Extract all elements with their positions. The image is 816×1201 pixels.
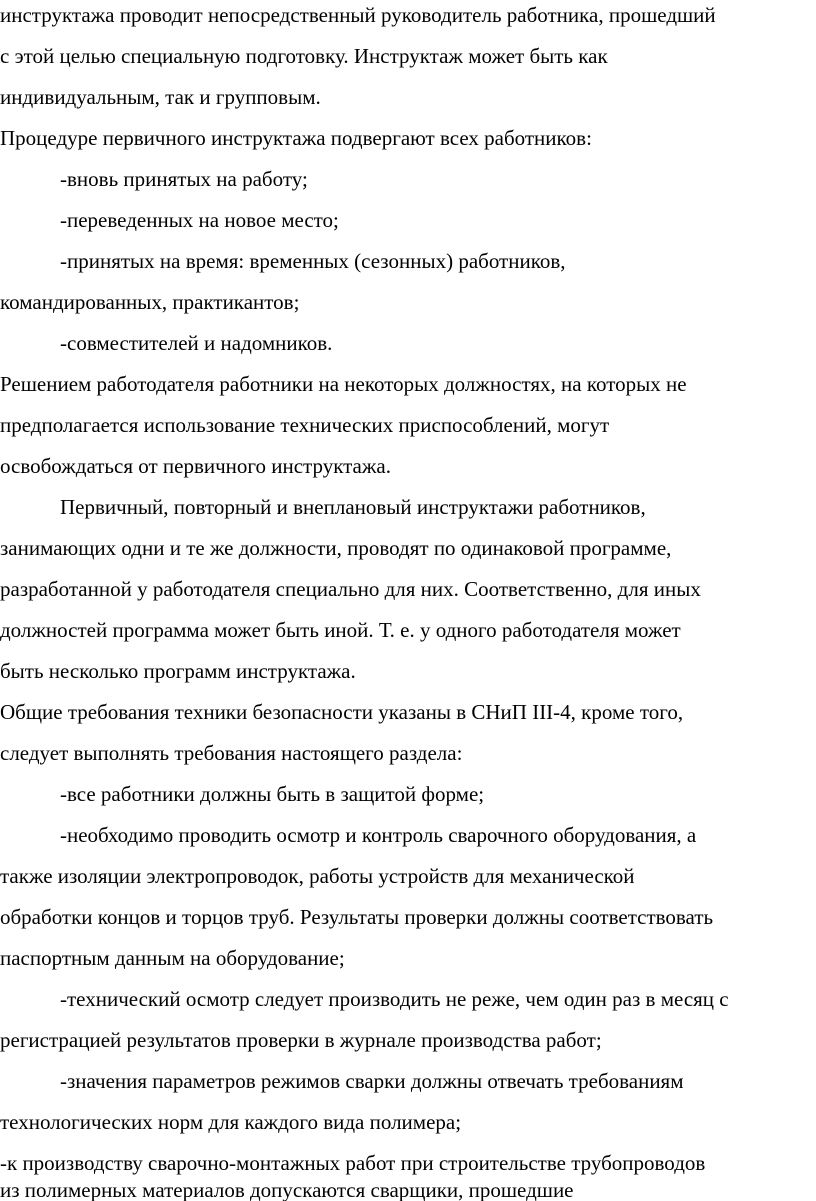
text-line: -принятых на время: временных (сезонных) работников, (60, 249, 566, 273)
text-line: -необходимо проводить осмотр и контроль сварочного оборудования, а (60, 823, 697, 847)
text-line: технологических норм для каждого вида полимера; (0, 1110, 462, 1134)
text-line: -к производству сварочно-монтажных работ при строительстве трубопроводов (0, 1151, 706, 1175)
text-line: с этой целью специальную подготовку. Инструктаж может быть как (0, 44, 608, 68)
text-line: из полимерных материалов допускаются сварщики, прошедшие (0, 1178, 574, 1201)
text-line: командированных, практикантов; (0, 290, 300, 314)
text-line: -все работники должны быть в защитой форме; (60, 782, 485, 806)
text-line: обработки концов и торцов труб. Результаты проверки должны соответствовать (0, 905, 714, 929)
text-line: Решением работодателя работники на некоторых должностях, на которых не (0, 372, 687, 396)
text-line: -значения параметров режимов сварки должны отвечать требованиям (60, 1069, 684, 1093)
text-line: инструктажа проводит непосредственный руководитель работника, прошедший (0, 3, 716, 27)
text-line: индивидуальным, так и групповым. (0, 85, 321, 109)
text-line: паспортным данным на оборудование; (0, 946, 345, 970)
text-line: регистрацией результатов проверки в журнале производства работ; (0, 1028, 602, 1052)
text-line: -технический осмотр следует производить не реже, чем один раз в месяц с (60, 987, 729, 1011)
text-line: предполагается использование технических приспособлений, могут (0, 413, 610, 437)
text-line: быть несколько программ инструктажа. (0, 659, 356, 683)
text-line: Общие требования техники безопасности указаны в СНиП III-4, кроме того, (0, 700, 684, 724)
text-line: следует выполнять требования настоящего раздела: (0, 741, 463, 765)
text-line: должностей программа может быть иной. Т. е. у одного работодателя может (0, 618, 681, 642)
text-line: -переведенных на новое место; (60, 208, 339, 232)
text-line: освобождаться от первичного инструктажа. (0, 454, 391, 478)
text-line: -совместителей и надомников. (60, 331, 333, 355)
text-line: -вновь принятых на работу; (60, 167, 308, 191)
text-line: также изоляции электропроводок, работы устройств для механической (0, 864, 635, 888)
text-line: Процедуре первичного инструктажа подвергают всех работников: (0, 126, 592, 150)
text-line: разработанной у работодателя специально для них. Соответственно, для иных (0, 577, 701, 601)
text-line: Первичный, повторный и внеплановый инструктажи работников, (60, 495, 646, 519)
text-line: занимающих одни и те же должности, проводят по одинаковой программе, (0, 536, 672, 560)
